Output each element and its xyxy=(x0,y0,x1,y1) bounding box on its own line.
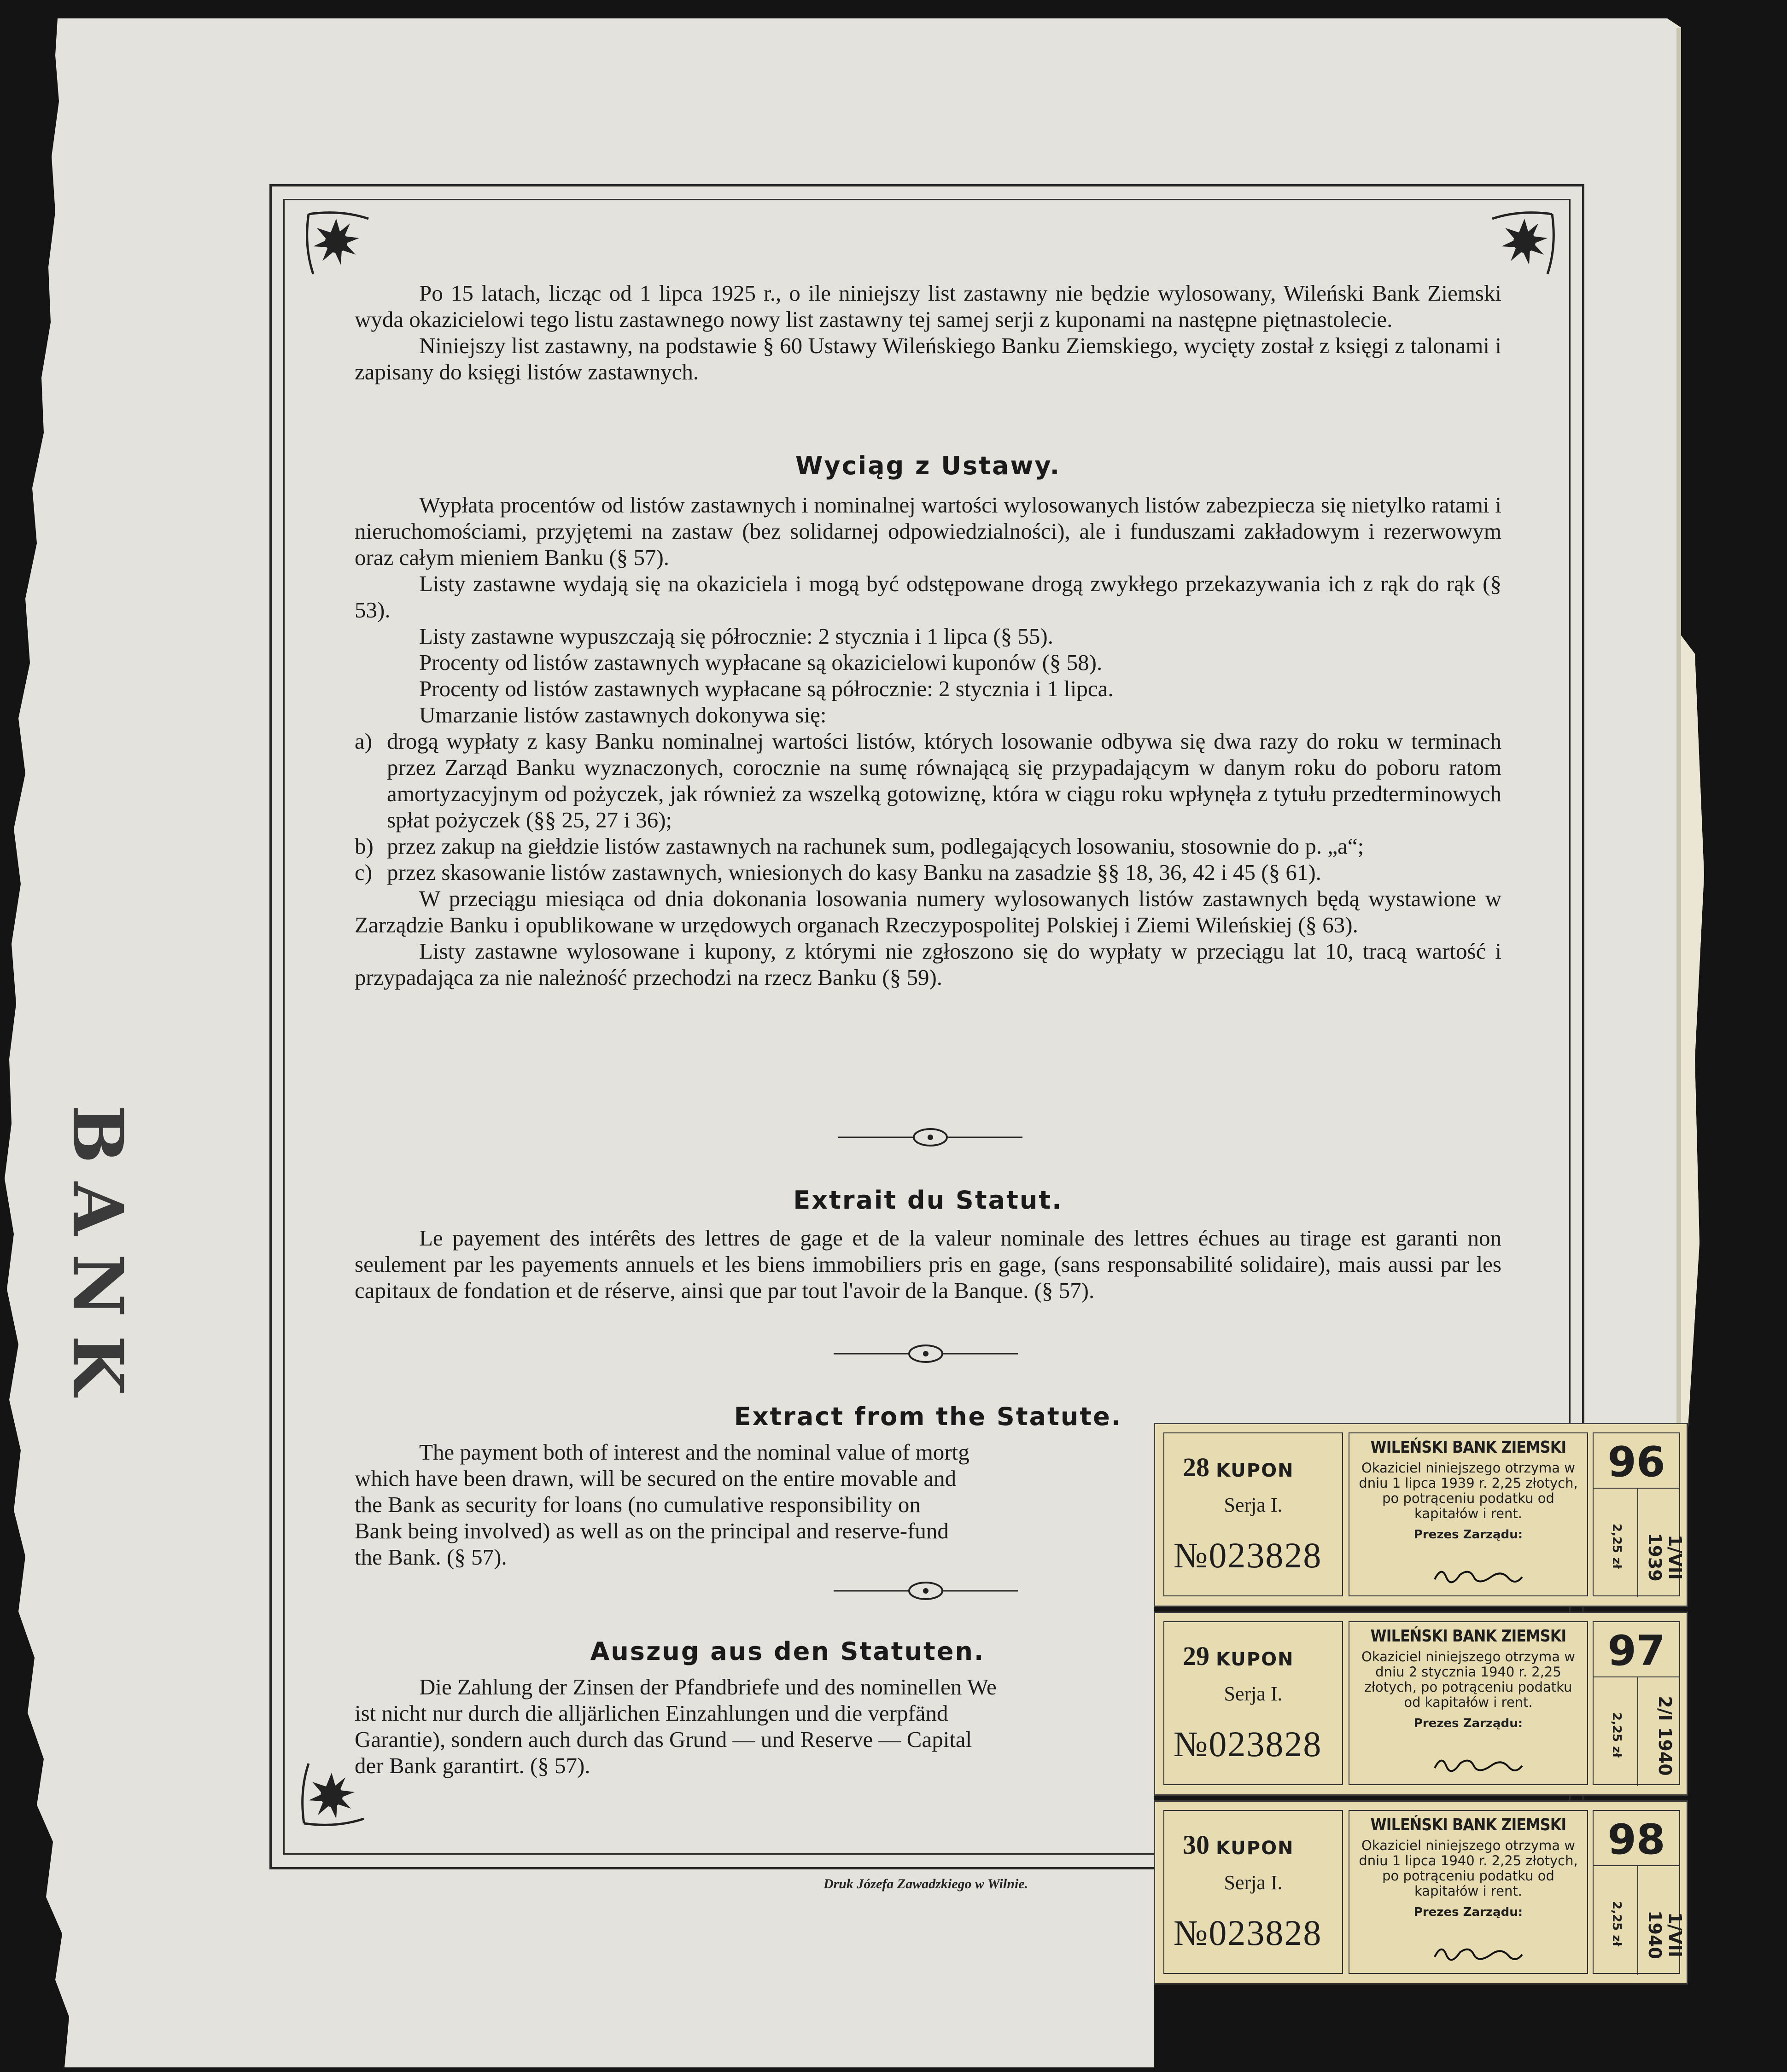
coupon-number: 28 xyxy=(1183,1452,1209,1482)
german-heading: Auszug aus den Statuten. xyxy=(590,1637,985,1666)
intro-paragraph: Po 15 latach, licząc od 1 lipca 1925 r., o ile niniejszy list zastawny nie będzie wylosowany, Wileński Bank Ziemski wyda okazicielowi tego listu zastawnego nowy list zastawny tej samej serji z kuponami na następne piętnastolecie. xyxy=(355,280,1501,332)
english-heading: Extract from the Statute. xyxy=(734,1402,1122,1431)
coupon xyxy=(1154,1800,1688,1985)
coupon-right-panel xyxy=(1593,1432,1685,1596)
polish-paragraph: Listy zastawne wydają się na okaziciela i mogą być odstępowane drogą zwykłego przekazywania ich z rąk do rąk (§ 53). xyxy=(355,571,1501,623)
svg-text:BANK: BANK xyxy=(57,1105,138,1414)
coupon-president-label: Prezes Zarządu: xyxy=(1413,1717,1523,1730)
english-line: Bank being involved) as well as on the principal and reserve-fund xyxy=(355,1518,949,1543)
coupon-president-label: Prezes Zarządu: xyxy=(1413,1528,1523,1542)
french-text xyxy=(355,1225,1501,1304)
english-line: the Bank. (§ 57). xyxy=(355,1544,507,1570)
printer-imprint: Druk Józefa Zawadzkiego w Wilnie. xyxy=(823,1876,1028,1892)
german-text xyxy=(355,1674,1151,1779)
coupon-series: Serja I. xyxy=(1224,1494,1283,1516)
item-text: przez skasowanie listów zastawnych, wniesionych do kasy Banku na zasadzie §§ 18, 36, 42 i 45 (§ 61). xyxy=(387,860,1321,885)
coupon-bank-name: WILEŃSKI BANK ZIEMSKI xyxy=(1370,1816,1566,1834)
list-item xyxy=(355,833,1501,859)
polish-heading: Wyciąg z Ustawy. xyxy=(795,451,1061,480)
item-text: przez zakup na giełdzie listów zastawnych na rachunek sum, podlegających losowaniu, stosownie do p. „a“; xyxy=(387,833,1364,859)
polish-paragraph: Listy zastawne wylosowane i kupony, z którymi nie zgłoszono się do wypłaty w przeciągu lat 10, tracą wartość i przypadająca za nie należność przechodzi na rzecz Banku (§ 59). xyxy=(355,938,1501,990)
coupon-right-panel xyxy=(1593,1621,1680,1785)
coupon-middle-panel xyxy=(1349,1810,1588,1974)
polish-paragraph: Procenty od listów zastawnych wypłacane są półrocznie: 2 stycznia i 1 lipca. xyxy=(419,676,1114,701)
signature-icon xyxy=(1432,1563,1524,1586)
item-label: c) xyxy=(355,860,373,885)
list-item xyxy=(355,728,1501,833)
coupon-kupon-label: KUPON xyxy=(1216,1460,1294,1481)
coupon-sheet xyxy=(1154,1423,1688,2072)
polish-paragraph: Procenty od listów zastawnych wypłacane są okazicielowi kuponów (§ 58). xyxy=(419,650,1103,675)
item-text: drogą wypłaty z kasy Banku nominalnej wartości listów, których losowanie odbywa się dwa razy do roku w terminach przez Zarząd Banku wyznaczonych, corocznie na sumę równającą się przypadającym w danym roku do poboru ratom amortyzacyjnym od pożyczek, jak również za wszelką gotowiznę, która w ciągu roku wpłynęła z tytułu przedterminowych spłat pożyczek (§§ 25, 27 i 36); xyxy=(387,728,1501,832)
coupon-left-panel xyxy=(1163,1621,1343,1785)
german-line: ist nicht nur durch die alljärlichen Einzahlungen und die verpfänd xyxy=(355,1700,948,1726)
coupon-right-panel xyxy=(1593,1810,1685,1974)
coupon-big-number: 98 xyxy=(1607,1816,1665,1864)
coupon-date: 1/VII 1939 xyxy=(1645,1533,1685,1582)
french-paragraph: Le payement des intérêts des lettres de gage et de la valeur nominale des lettres échues au tirage est garanti non seulement par les payements annuels et les biens immobiliers pris en gage, (sans responsabilité solidaire), mais aussi par les capitaux de fondation et de réserve, ainsi que par tout l'avoir de la Banque. (§ 57). xyxy=(355,1225,1501,1303)
coupon-number: 29 xyxy=(1183,1641,1209,1671)
divider-ornament-icon xyxy=(834,1577,1018,1605)
coupon-amount: 2,25 zł xyxy=(1610,1901,1623,1946)
coupon-president-label: Prezes Zarządu: xyxy=(1413,1905,1523,1919)
coupon-text: Okaziciel niniejszego otrzyma w dniu 1 lipca 1939 r. 2,25 złotych, po potrąceniu podatku od kapitałów i rent. xyxy=(1359,1460,1578,1521)
polish-paragraph: Umarzanie listów zastawnych dokonywa się: xyxy=(419,702,827,728)
intro-text xyxy=(355,280,1501,385)
polish-text xyxy=(355,492,1501,990)
coupon-amount: 2,25 zł xyxy=(1610,1524,1623,1569)
coupon-left-panel xyxy=(1163,1432,1343,1596)
coupon-serial: №023828 xyxy=(1174,1535,1322,1575)
divider-ornament-icon xyxy=(834,1340,1018,1368)
coupon-bank-name: WILEŃSKI BANK ZIEMSKI xyxy=(1370,1627,1566,1646)
coupon-middle-panel xyxy=(1349,1621,1588,1785)
coupon-series: Serja I. xyxy=(1224,1871,1283,1894)
polish-paragraph: Wypłata procentów od listów zastawnych i nominalnej wartości wylosowanych listów zabezpiecza się nietylko ratami i nieruchomościami, przyjętemi na zastaw (bez solidarnej odpowiedzialności), ale i funduszami zakładowym i rezerwowym oraz całym mieniem Banku (§ 57). xyxy=(355,492,1501,570)
item-label: b) xyxy=(355,833,374,859)
coupon xyxy=(1154,1423,1688,1607)
coupon-number: 30 xyxy=(1183,1830,1209,1860)
signature-icon xyxy=(1432,1941,1524,1964)
coupon-series: Serja I. xyxy=(1224,1682,1283,1705)
coupon-big-number: 96 xyxy=(1607,1438,1665,1486)
divider-ornament-icon xyxy=(838,1123,1022,1151)
english-line: the Bank as security for loans (no cumulative responsibility on xyxy=(355,1492,921,1517)
coupon xyxy=(1154,1612,1688,1796)
list-item xyxy=(355,859,1501,885)
item-label: a) xyxy=(355,728,373,754)
polish-paragraph: W przeciągu miesiąca od dnia dokonania losowania numery wylosowanych listów zastawnych będą wystawione w Zarządzie Banku i opublikowane w urzędowych organach Rzeczypospolitej Polskiej i Ziemi Wileńskiej (§ 63). xyxy=(355,886,1501,937)
english-line: The payment both of interest and the nominal value of mortg xyxy=(419,1439,969,1465)
coupon-kupon-label: KUPON xyxy=(1216,1649,1294,1670)
german-line: Die Zahlung der Zinsen der Pfandbriefe und des nominellen We xyxy=(419,1674,997,1700)
coupon-serial: №023828 xyxy=(1174,1913,1322,1953)
german-line: Garantie), sondern auch durch das Grund — und Reserve — Capital xyxy=(355,1727,972,1752)
coupon-left-panel xyxy=(1163,1810,1343,1974)
coupon-amount: 2,25 zł xyxy=(1610,1712,1623,1758)
coupon-serial: №023828 xyxy=(1174,1724,1322,1764)
english-line: which have been drawn, will be secured on the entire movable and xyxy=(355,1466,957,1491)
coupon-text: Okaziciel niniejszego otrzyma w dniu 2 stycznia 1940 r. 2,25 złotych, po potrąceniu podatku od kapitałów i rent. xyxy=(1361,1649,1575,1710)
polish-paragraph: Listy zastawne wypuszczają się półrocznie: 2 stycznia i 1 lipca (§ 55). xyxy=(419,623,1053,649)
corner-ornament-icon xyxy=(1488,210,1557,279)
coupon-text: Okaziciel niniejszego otrzyma w dniu 1 lipca 1940 r. 2,25 złotych, po potrąceniu podatku od kapitałów i rent. xyxy=(1359,1838,1578,1899)
coupon-date: 1/VII 1940 xyxy=(1645,1910,1685,1959)
coupon-date: 2/I 1940 xyxy=(1655,1696,1675,1776)
coupon-bank-name: WILEŃSKI BANK ZIEMSKI xyxy=(1370,1438,1566,1457)
signature-icon xyxy=(1432,1752,1524,1775)
english-text xyxy=(355,1439,1165,1570)
french-heading: Extrait du Statut. xyxy=(793,1186,1063,1215)
corner-ornament-icon xyxy=(304,210,373,279)
coupon-middle-panel xyxy=(1349,1432,1588,1596)
coupon-kupon-label: KUPON xyxy=(1216,1838,1294,1859)
intro-paragraph: Niniejszy list zastawny, na podstawie § 60 Ustawy Wileńskiego Banku Ziemskiego, wycięty został z księgi z talonami i zapisany do księgi listów zastawnych. xyxy=(355,333,1501,384)
coupon-big-number: 97 xyxy=(1607,1627,1665,1675)
german-line: der Bank garantirt. (§ 57). xyxy=(355,1753,590,1778)
